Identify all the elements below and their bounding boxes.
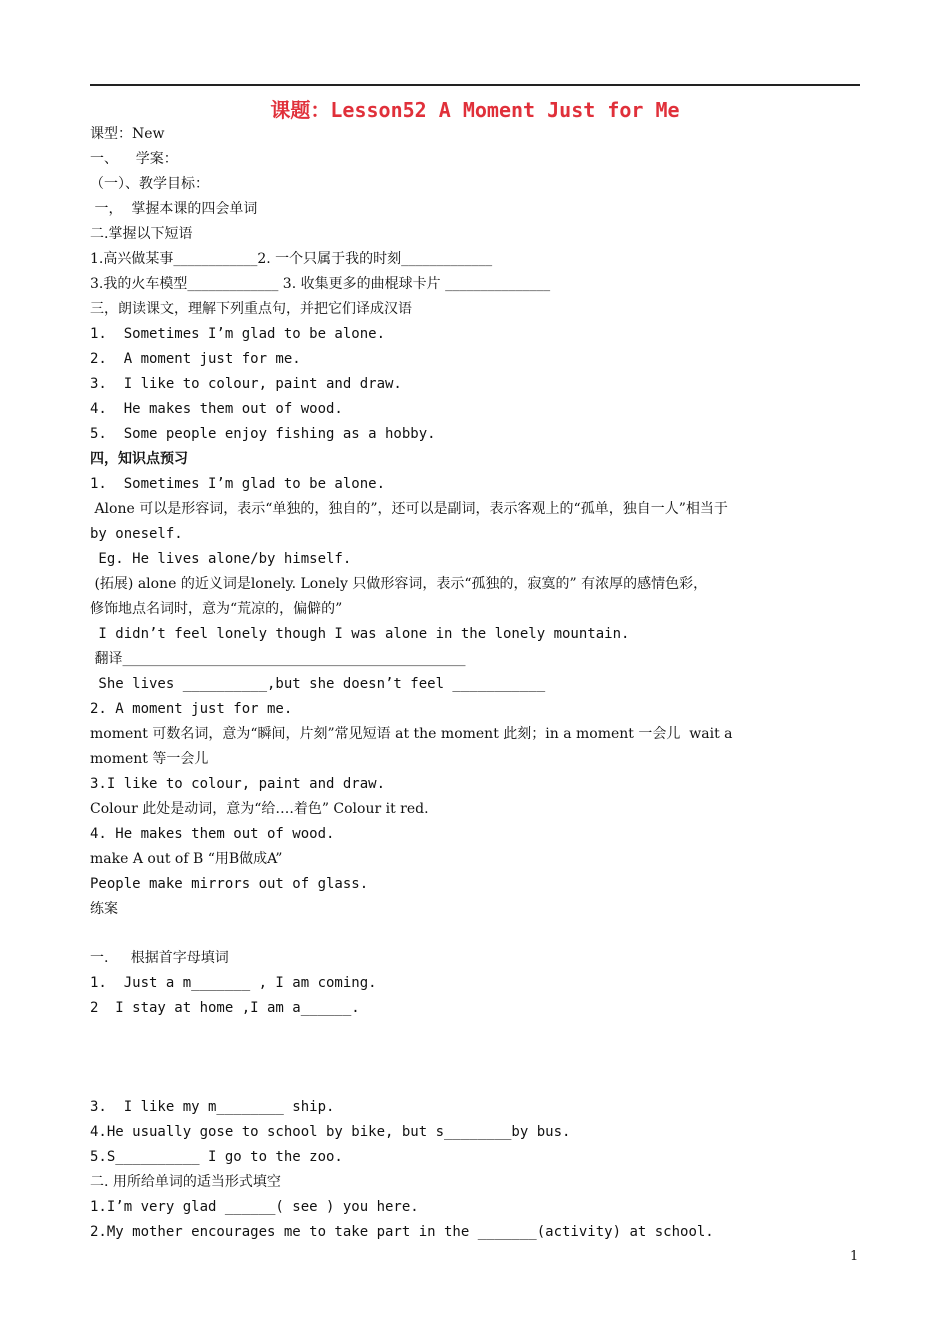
text-line: People make mirrors out of glass. xyxy=(90,876,369,892)
exercise-item: 2 I stay at home ,I am a______. xyxy=(90,1000,360,1016)
text-line: 2. A moment just for me. xyxy=(90,701,293,717)
text-line: 1. Sometimes I’m glad to be alone. xyxy=(90,476,386,492)
text-line: 3.我的火车模型_____________ 3. 收集更多的曲棍球卡片 _______________ xyxy=(90,276,551,292)
text-line: 三，朗读课文，理解下列重点句，并把它们译成汉语 xyxy=(90,301,412,317)
text-line: 3.I like to colour, paint and draw. xyxy=(90,776,386,792)
page-number: 1 xyxy=(850,1249,859,1264)
text-line: 1.高兴做某事____________2. 一个只属于我的时刻_____________ xyxy=(90,251,493,267)
text-line: She lives __________,but she doesn’t feel ___________ xyxy=(90,676,546,692)
exercise-item: 2.My mother encourages me to take part in the _______(activity) at school. xyxy=(90,1224,714,1240)
text-line: 1. Sometimes I’m glad to be alone. xyxy=(90,326,386,342)
text-line: 二. 用所给单词的适当形式填空 xyxy=(90,1174,281,1190)
exercise-item: 4.He usually gose to school by bike, but s________by bus. xyxy=(90,1124,571,1140)
text-line: 修饰地点名词时，意为“荒凉的，偏僻的” xyxy=(90,601,343,617)
text-line: (拓展) alone 的近义词是lonely. Lonely 只做形容词，表示“孤独的，寂寞的” 有浓厚的感情色彩， xyxy=(90,576,708,592)
text-line: 4. He makes them out of wood. xyxy=(90,826,335,842)
text-line: 4. He makes them out of wood. xyxy=(90,401,343,417)
section-heading: 练案 xyxy=(90,901,118,917)
exercise-item: 1.I’m very glad ______( see ) you here. xyxy=(90,1199,419,1215)
exercise-item: 3. I like my m________ ship. xyxy=(90,1099,335,1115)
text-line: 课型：New xyxy=(90,126,165,142)
exercise-item: 5.S__________ I go to the zoo. xyxy=(90,1149,343,1165)
text-line: 2. A moment just for me. xyxy=(90,351,301,367)
text-line: Eg. He lives alone/by himself. xyxy=(90,551,352,567)
text-line: moment 等一会儿 xyxy=(90,751,209,767)
header-rule xyxy=(90,84,860,86)
text-line: 3. I like to colour, paint and draw. xyxy=(90,376,402,392)
exercise-item: 1. Just a m_______ , I am coming. xyxy=(90,975,377,991)
text-line: （一）、教学目标： xyxy=(90,176,209,192)
text-line: 一、 学案： xyxy=(90,151,178,167)
text-line: 一. 根据首字母填词 xyxy=(90,950,229,966)
text-line: 翻译_________________________________________________ xyxy=(90,651,466,667)
text-line: Alone 可以是形容词，表示“单独的，独自的”，还可以是副词，表示客观上的“孤单，独自一人”相当于 xyxy=(90,501,728,517)
text-line: make A out of B “用B做成A” xyxy=(90,851,283,867)
text-line: I didn’t feel lonely though I was alone in the lonely mountain. xyxy=(90,626,630,642)
section-heading: 四，知识点预习 xyxy=(90,451,188,467)
text-line: by oneself. xyxy=(90,526,183,542)
text-line: 二.掌握以下短语 xyxy=(90,226,193,242)
text-line: moment 可数名词，意为“瞬间，片刻”常见短语 at the moment 此刻；in a moment 一会儿 wait a xyxy=(90,726,733,742)
lesson-title: 课题：Lesson52 A Moment Just for Me xyxy=(270,98,680,122)
text-line: 一， 掌握本课的四会单词 xyxy=(90,201,258,217)
text-line: 5. Some people enjoy fishing as a hobby. xyxy=(90,426,436,442)
text-line: Colour 此处是动词，意为“给….着色” Colour it red. xyxy=(90,801,429,817)
